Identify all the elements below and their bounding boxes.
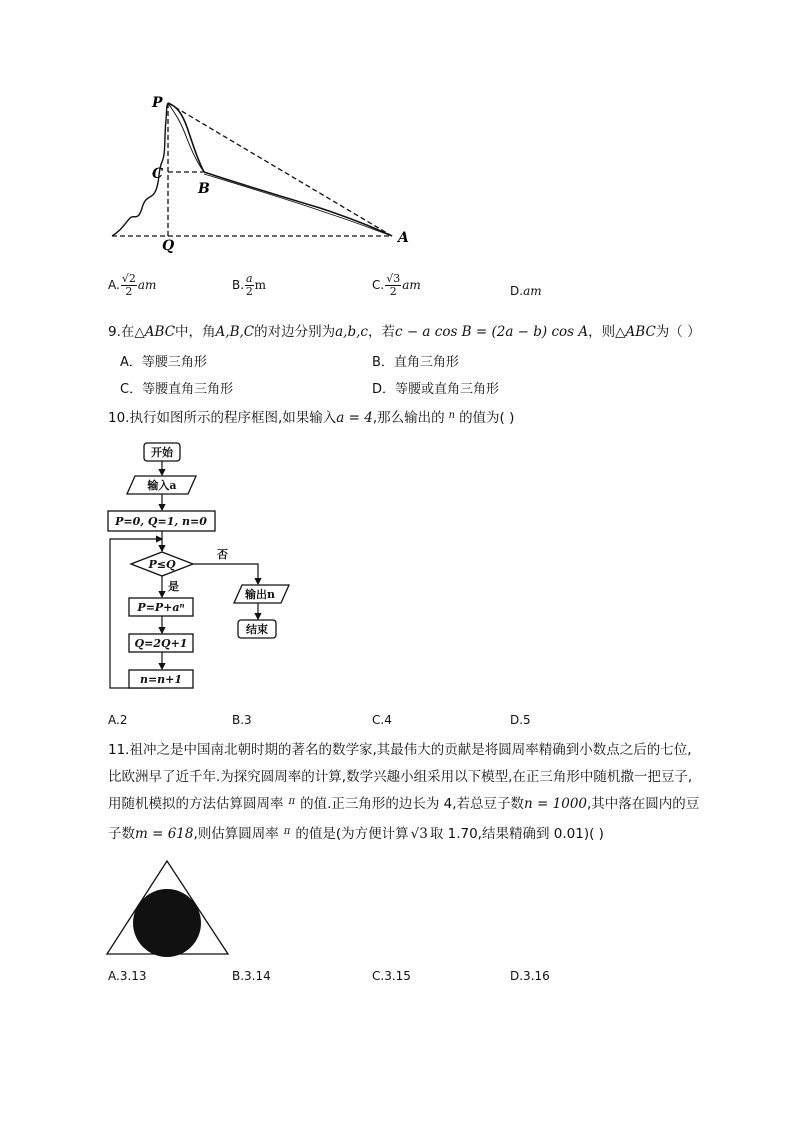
- q8-option-c[interactable]: C. $\frac{√3}{2}$ am: [372, 272, 421, 298]
- q8-option-b[interactable]: B. $\frac{a}{2}$ m: [232, 272, 266, 298]
- flowchart: [100, 438, 310, 700]
- q10-option-b[interactable]: B.3: [232, 713, 252, 727]
- label-a: A: [398, 230, 409, 246]
- flow-output-text: 输出n: [245, 588, 275, 601]
- q11-line-3: 用随机模拟的方法估算圆周率 $^\pi$ 的值.正三角形的边长为 4,若总豆子数n = 1000,其中落在圆内的豆: [108, 796, 700, 812]
- q9-option-a[interactable]: A．等腰三角形: [120, 355, 207, 370]
- slope-b-a: [204, 172, 392, 236]
- flow-input-text: 输入a: [147, 479, 177, 492]
- q11-option-c[interactable]: C.3.15: [372, 969, 411, 983]
- slope-b-a-inner: [204, 174, 392, 236]
- q10-option-d[interactable]: D.5: [510, 713, 531, 727]
- flow-step1-text: P=P+aⁿ: [137, 601, 185, 614]
- inscribed-circle: [133, 889, 201, 957]
- q10-option-a[interactable]: A.2: [108, 713, 128, 727]
- q9-option-c[interactable]: C．等腰直角三角形: [120, 382, 234, 397]
- q11-line-1: 11.祖冲之是中国南北朝时期的著名的数学家,其最伟大的贡献是将圆周率精确到小数点之后的七位,: [108, 742, 692, 758]
- flow-start-text: 开始: [151, 446, 173, 459]
- triangle-circle-figure: [104, 858, 234, 958]
- q11-option-b[interactable]: B.3.14: [232, 969, 271, 983]
- mountain-figure: [100, 90, 430, 260]
- q8-option-a[interactable]: A. $\frac{√2}{2}$ am: [108, 272, 157, 298]
- flow-step3-text: n=n+1: [139, 673, 183, 686]
- q10-stem: 10.执行如图所示的程序框图,如果输入a = 4,那么输出的 $^n$ 的值为( ): [108, 410, 515, 426]
- q9-stem: 9.在△ABC中，角A,B,C的对边分别为a,b,c，若c − a cos B = (2a − b) cos A，则△ABC为（ ）: [108, 324, 701, 340]
- flow-condition-text: P≤Q: [148, 558, 176, 571]
- label-p: P: [152, 95, 163, 111]
- flow-init-text: P=0, Q=1, n=0: [115, 515, 207, 528]
- flow-no-line: [193, 564, 258, 584]
- q11-line-4: 子数m = 618,则估算圆周率 $^\pi$ 的值是(为方便计算 √3 取 1.70,结果精确到 0.01)( ): [108, 826, 604, 842]
- label-c: C: [152, 166, 164, 182]
- label-b: B: [198, 181, 210, 197]
- q8-option-d[interactable]: D.am: [510, 284, 542, 298]
- label-q: Q: [162, 238, 175, 254]
- q11-option-d[interactable]: D.3.16: [510, 969, 550, 983]
- line-pa: [168, 103, 392, 236]
- q11-line-2: 比欧洲早了近千年.为探究圆周率的计算,数学兴趣小组采用以下模型,在正三角形中随机撒一把豆子,: [108, 769, 693, 785]
- flow-no-label: 否: [217, 548, 228, 561]
- flow-end-text: 结束: [246, 623, 268, 636]
- flow-step2-text: Q=2Q+1: [134, 637, 188, 650]
- q9-option-b[interactable]: B．直角三角形: [372, 355, 459, 370]
- q11-option-a[interactable]: A.3.13: [108, 969, 147, 983]
- flow-yes-label: 是: [168, 580, 179, 593]
- q10-option-c[interactable]: C.4: [372, 713, 392, 727]
- q9-option-d[interactable]: D．等腰或直角三角形: [372, 382, 500, 397]
